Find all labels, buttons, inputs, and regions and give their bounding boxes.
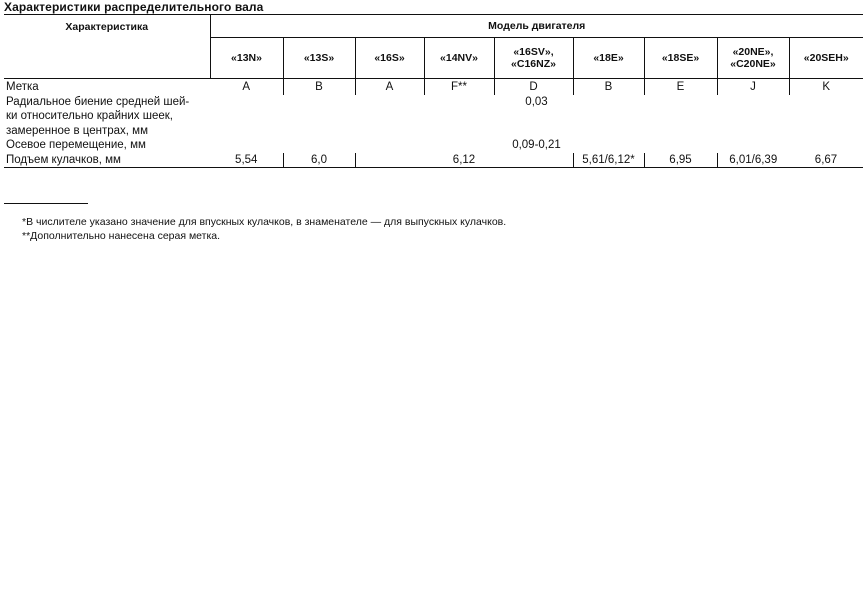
cell-value: 6,01/6,39 — [717, 153, 789, 168]
model-13s: «13S» — [283, 38, 355, 79]
cell-value: K — [789, 79, 863, 95]
cell-value: 6,67 — [789, 153, 863, 168]
cell-value: B — [283, 79, 355, 95]
cell-value: 5,54 — [210, 153, 283, 168]
row-axial — [4, 138, 863, 153]
row-runout — [4, 95, 863, 139]
row-label: Радиальное биение средней шей- ки относительно крайних шеек, замеренное в центрах, мм — [6, 95, 190, 137]
model-20ne-c20ne: «20NE», «C20NE» — [717, 38, 789, 79]
row-lift — [4, 153, 863, 168]
page-title: Характеристики распределительного вала — [4, 0, 264, 14]
cell-value: B — [573, 79, 644, 95]
model-16s: «16S» — [355, 38, 424, 79]
model-14nv: «14NV» — [424, 38, 494, 79]
cell-value: 0,09-0,21 — [512, 139, 561, 151]
cell-value: 6,0 — [283, 153, 355, 168]
camshaft-table — [4, 14, 863, 168]
footnote-1: *В числителе указано значение для впускных кулачков, в знаменателе — для выпускных кулачков. — [22, 216, 507, 228]
cell-value: D — [494, 79, 573, 95]
footnote-2: **Дополнительно нанесена серая метка. — [22, 230, 221, 242]
cell-value: 6,95 — [644, 153, 717, 168]
row-label: Осевое перемещение, мм — [6, 139, 146, 151]
cell-value: 0,03 — [525, 95, 548, 108]
row-mark — [4, 79, 863, 95]
model-13n: «13N» — [210, 38, 283, 79]
row-label: Подъем кулачков, мм — [4, 153, 210, 168]
cell-value: 6,12 — [355, 153, 573, 168]
cell-value: 5,61/6,12* — [573, 153, 644, 168]
header-engine-model: Модель двигателя — [210, 15, 863, 38]
model-18se: «18SE» — [644, 38, 717, 79]
model-20seh: «20SEH» — [789, 38, 863, 79]
footnote-divider — [4, 203, 88, 204]
cell-value: E — [644, 79, 717, 95]
model-18e: «18E» — [573, 38, 644, 79]
header-characteristic: Характеристика — [4, 15, 210, 79]
cell-value: J — [717, 79, 789, 95]
row-label: Метка — [6, 81, 39, 93]
cell-value: A — [355, 79, 424, 95]
cell-value: A — [242, 81, 251, 93]
model-16sv-c16nz: «16SV», «C16NZ» — [494, 38, 573, 79]
cell-value: F** — [424, 79, 494, 95]
